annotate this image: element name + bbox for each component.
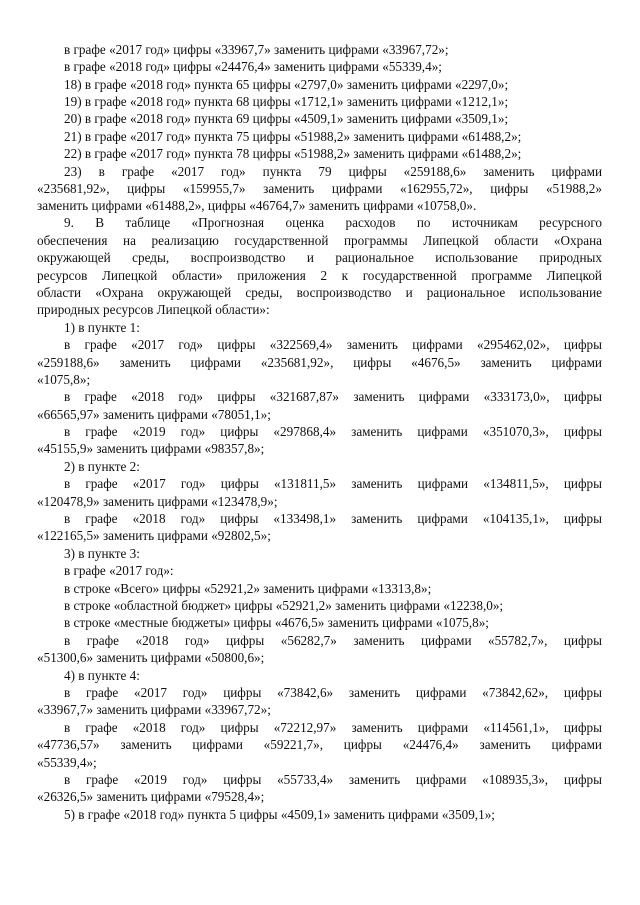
text-line: в строке «областной бюджет» цифры «52921,2» заменить цифрами «12238,0»;: [64, 598, 504, 613]
text-line: обеспечения на реализацию государственной программы Липецкой области «Охрана: [37, 233, 602, 248]
text-line: в графе «2018 год» цифры «321687,87» заменить цифрами «333173,0», цифры: [64, 389, 602, 404]
text-line: «26326,5» заменить цифрами «79528,4»;: [37, 789, 265, 804]
text-line: в строке «Всего» цифры «52921,2» заменить цифрами «13313,8»;: [64, 581, 432, 596]
text-line: 22) в графе «2017 год» пункта 78 цифры «51988,2» заменить цифрами «61488,2»;: [64, 146, 522, 161]
text-line: «51300,6» заменить цифрами «50800,6»;: [37, 650, 265, 665]
text-line: природных ресурсов Липецкой области»:: [37, 302, 270, 317]
text-line: в графе «2017 год» цифры «322569,4» заменить цифрами «295462,02», цифры: [64, 337, 602, 352]
text-line: 21) в графе «2017 год» пункта 75 цифры «51988,2» заменить цифрами «61488,2»;: [64, 129, 522, 144]
text-line: в графе «2018 год» цифры «56282,7» заменить цифрами «55782,7», цифры: [64, 633, 602, 648]
text-line: «47736,57» заменить цифрами «59221,7», цифры «24476,4» заменить цифрами: [37, 737, 602, 752]
text-line: 19) в графе «2018 год» пункта 68 цифры «1712,1» заменить цифрами «1212,1»;: [64, 94, 509, 109]
text-line: 9. В таблице «Прогнозная оценка расходов по источникам ресурсного: [64, 215, 602, 230]
text-line: окружающей среды, воспроизводство и рациональное использование природных: [37, 250, 602, 265]
text-line: в графе «2019 год» цифры «297868,4» заменить цифрами «351070,3», цифры: [64, 424, 602, 439]
text-line: «1075,8»;: [37, 372, 91, 387]
text-line: 4) в пункте 4:: [64, 668, 140, 683]
text-line: в графе «2018 год» цифры «72212,97» заменить цифрами «114561,1», цифры: [64, 720, 602, 735]
text-line: «120478,9» заменить цифрами «123478,9»;: [37, 494, 278, 509]
text-line: «33967,7» заменить цифрами «33967,72»;: [37, 702, 271, 717]
text-line: 5) в графе «2018 год» пункта 5 цифры «4509,1» заменить цифрами «3509,1»;: [64, 807, 495, 822]
text-line: 18) в графе «2018 год» пункта 65 цифры «2797,0» заменить цифрами «2297,0»;: [64, 77, 509, 92]
text-line: в графе «2017 год» цифры «131811,5» заменить цифрами «134811,5», цифры: [64, 476, 602, 491]
text-line: «55339,4»;: [37, 755, 97, 770]
text-line: «235681,92», цифры «159955,7» заменить цифрами «162955,72», цифры «51988,2»: [37, 181, 602, 196]
text-line: в графе «2018 год» цифры «24476,4» заменить цифрами «55339,4»;: [64, 59, 442, 74]
text-line: в графе «2018 год» цифры «133498,1» заменить цифрами «104135,1», цифры: [64, 511, 602, 526]
text-line: 20) в графе «2018 год» пункта 69 цифры «4509,1» заменить цифрами «3509,1»;: [64, 111, 509, 126]
text-line: «45155,9» заменить цифрами «98357,8»;: [37, 441, 265, 456]
text-line: 23) в графе «2017 год» пункта 79 цифры «259188,6» заменить цифрами: [64, 164, 602, 179]
text-line: 3) в пункте 3:: [64, 546, 140, 561]
text-line: заменить цифрами «61488,2», цифры «46764,7» заменить цифрами «10758,0».: [37, 198, 477, 213]
text-line: в графе «2017 год»:: [64, 563, 174, 578]
text-line: «259188,6» заменить цифрами «235681,92», цифры «4676,5» заменить цифрами: [37, 355, 602, 370]
text-line: в графе «2017 год» цифры «33967,7» заменить цифрами «33967,72»;: [64, 42, 449, 57]
text-line: в строке «местные бюджеты» цифры «4676,5» заменить цифрами «1075,8»;: [64, 615, 489, 630]
text-line: «122165,5» заменить цифрами «92802,5»;: [37, 528, 271, 543]
text-line: «66565,97» заменить цифрами «78051,1»;: [37, 407, 271, 422]
text-line: 1) в пункте 1:: [64, 320, 140, 335]
text-line: в графе «2017 год» цифры «73842,6» заменить цифрами «73842,62», цифры: [64, 685, 602, 700]
text-line: 2) в пункте 2:: [64, 459, 140, 474]
text-line: области «Охрана окружающей среды, воспроизводство и рациональное использование: [37, 285, 602, 300]
text-line: в графе «2019 год» цифры «55733,4» заменить цифрами «108935,3», цифры: [64, 772, 602, 787]
text-line: ресурсов Липецкой области» приложения 2 к государственной программе Липецкой: [37, 268, 602, 283]
